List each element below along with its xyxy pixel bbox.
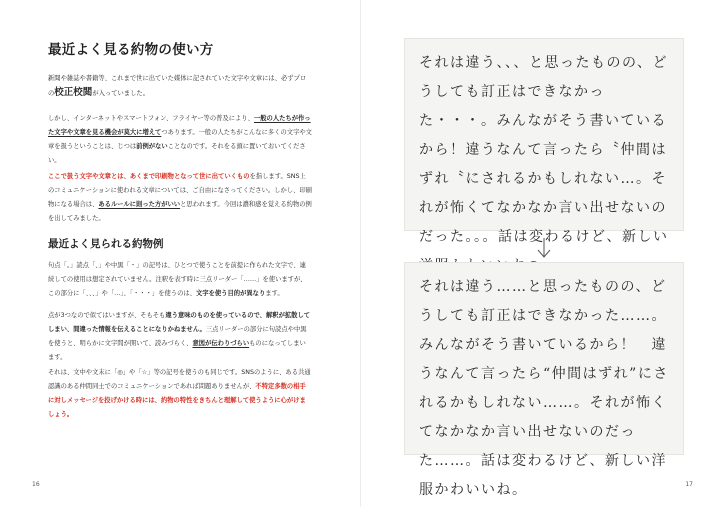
paragraph-punctuation: 句点「。」読点「、」や中黒「・」の記号は、ひとつで使うことを前提に作られた文字で、連続しての使用は想定されていません。注釈を表す時に三点リーダー「……」を使いますが、この部分に「、、、」や「…」、「・・・」を使うのは、文字を使う目的が異なります。: [48, 262, 307, 297]
emphasis-underline: 意図が伝わりづらい: [192, 340, 250, 347]
example-before-box: [404, 38, 684, 245]
section-heading: 最近よく見られる約物例: [48, 238, 164, 250]
paragraph-internet: しかし、インターネットやスマートフォン、フライヤー等の普及により、一般の人たちが作った文字や文章を見る機会が莫大に増えてつあります。一般の人たちがこんなに多くの文字や文章を扱うということは、じつは前例がないことなのです。それをる頭に置いておいてください。: [48, 115, 312, 164]
emphasis-bold: 文字を使う目的が異なり: [195, 290, 266, 297]
emphasis-bold: 違う意味のものを使っているので、解釈が拡散してしまい、間違った情報を伝えることになりかねません。: [48, 312, 311, 333]
emphasis-bold: 前例がない: [136, 143, 168, 150]
example-before-text: それは違う、、、と思ったものの、どうしても訂正はできなかった・・・。みんながそう書いているから！違うなんて言ったら〝仲間はずれ〝にされるかもしれない…。それが怖くてなかなか言い出せないのだった。。。話は変わるけど、新しい: [419, 55, 669, 245]
paragraph-printed-matter: ここで扱う文字や文章とは、あくまで印刷物となって世に出ていくものを指します。SNS上のコミュニケーションに使われる文章については、ご自由になさってください。しかし、印刷物になる場合は、あるルールに則った方がいいと思われます。今回は濃和感を覚える約物の例を出してみました。: [48, 173, 312, 222]
emphasis-red: ここで扱う文字や文章とは、あくまで印刷物となって世に出ていくもの: [48, 173, 250, 180]
emphasis-underline: 一般の人たちが作った文字や文章を見る機会が莫大に増えて: [48, 115, 311, 136]
page-number-left: 16: [32, 481, 40, 488]
paragraph-three-dots: 点が3つなので似てはいますが、そもそも違う意味のものを使っているので、解釈が拡散してしまい、間違った情報を伝えることになりかねません。三点リーダーの部分に句読点や中黒を使うと、明らかに文字間が開いて、読みづらく、意図が伝わりづらいものになってしまいます。: [48, 312, 311, 361]
left-page: [0, 0, 360, 507]
paragraph-intro: 新聞や雑誌や書籍等、これまで世に出ていた媒体に記されていた文字や文章には、必ずプロの校正校閲が入っていました。: [48, 75, 307, 98]
example-after-box: [404, 262, 684, 498]
paragraph-symbols: それは、文中や文末に「◎」や「☆」等の記号を使うのも同じです。SNSのように、ある共通認識のある仲間同士でのコミュニケーションであれば問題ありませんが、不特定多数の相手に対しメッセージを投げかける時には、約物の特性をきちんと理解して使うように心がけましょう。: [48, 369, 311, 418]
page-number-right: 17: [685, 481, 693, 488]
example-after-text: それは違う……と思ったものの、どうしても訂正はできなかった……。みんながそう書いているから！ 違うなんて言ったら“仲間はずれ”にされるかもしれない……。それが怖くてなかなか言い出せないのだった……。話は変わるけど、新しい洋服かわいいね。: [419, 279, 669, 498]
emphasis-red: 不特定多数の相手に対しメッセージを投げかける時には、約物の特性をきちんと理解して使うように心がけましょう。: [48, 383, 306, 418]
page-title: 最近よく見る約物の使い方: [48, 42, 214, 58]
arrow-down-icon: [537, 237, 551, 259]
emphasis-proofreading: 校正校閲: [54, 87, 93, 98]
emphasis-underline: あるルールに則った方がいい: [98, 201, 181, 208]
